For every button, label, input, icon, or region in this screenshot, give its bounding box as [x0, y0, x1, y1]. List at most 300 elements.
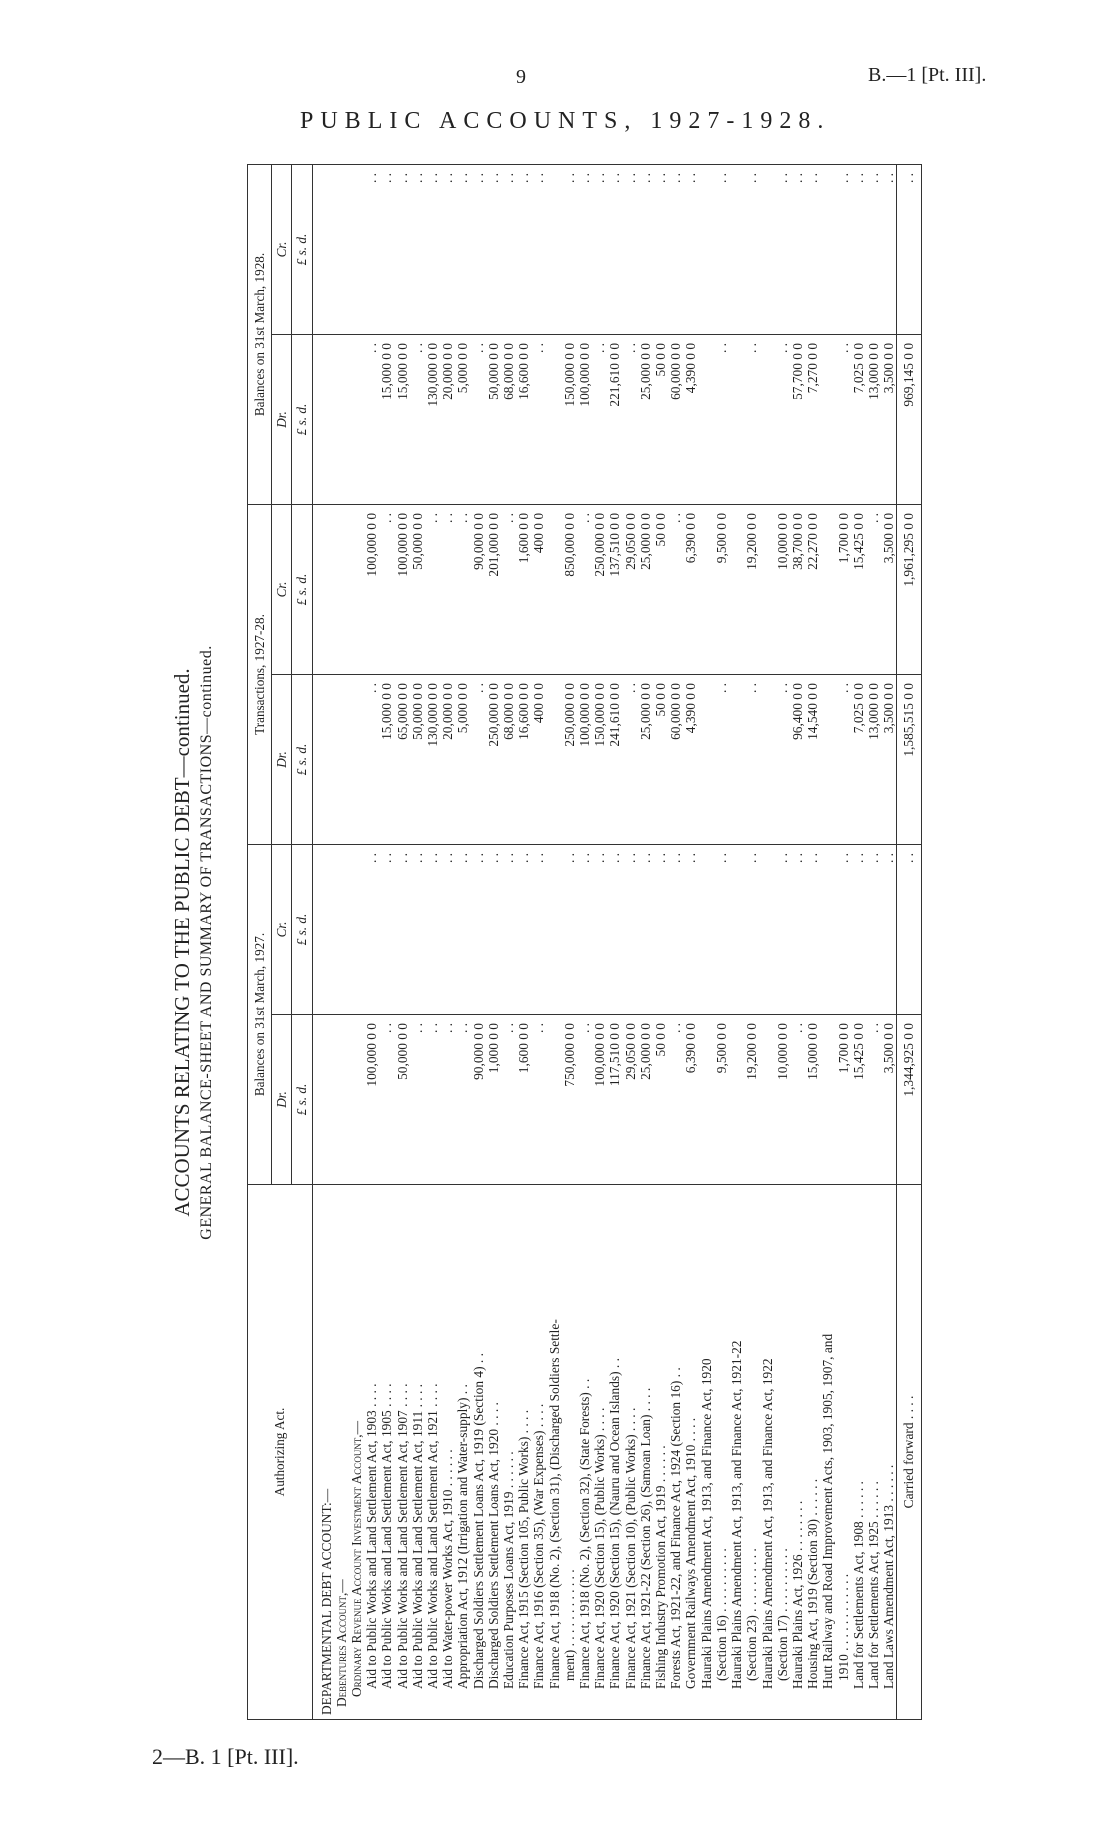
amount-cell [820, 675, 835, 845]
header-units: £ s. d. [292, 164, 312, 334]
amount-cell [820, 164, 835, 334]
table-row [729, 164, 744, 1719]
table-row [744, 164, 759, 1719]
amount-cell: . . [881, 845, 897, 1015]
authorizing-act-cell: Ordinary Revenue Account Investment Account,— [349, 1185, 364, 1720]
amount-cell: . . [623, 164, 638, 334]
amount-cell: 100,000 0 0 [577, 334, 592, 504]
page-number: 9 [516, 66, 526, 88]
amount-cell [312, 845, 334, 1015]
authorizing-act-cell: Aid to Public Works and Land Settlement Act, 1903 . . . . [364, 1185, 379, 1720]
amount-cell: . . [364, 164, 379, 334]
table-row [312, 164, 334, 1719]
amount-cell: 15,000 0 0 [379, 675, 394, 845]
amount-cell [349, 845, 364, 1015]
amount-cell: . . [653, 164, 668, 334]
authorizing-act-cell: Finance Act, 1918 (No. 2), (Section 31), (Discharged Soldiers Settle- [547, 1185, 562, 1720]
amount-cell: . . [486, 845, 501, 1015]
sheet-title: ACCOUNTS RELATING TO THE PUBLIC DEBT—continued. [170, 668, 194, 1217]
table-row [851, 164, 866, 1719]
table-row [547, 164, 562, 1719]
amount-cell: 50,000 0 0 [410, 675, 425, 845]
amount-cell [349, 164, 364, 334]
amount-cell: . . [638, 164, 653, 334]
amount-cell: . . [714, 334, 729, 504]
amount-cell: . . [410, 1015, 425, 1185]
table-row [805, 164, 820, 1719]
amount-cell: 13,000 0 0 [866, 675, 881, 845]
document-reference: B.—1 [Pt. III]. [868, 64, 987, 86]
table-row [668, 164, 683, 1719]
table-row [775, 164, 790, 1719]
amount-cell: 400 0 0 [531, 504, 546, 674]
amount-cell: 19,200 0 0 [744, 504, 759, 674]
total-trans-cr: 1,961,295 0 0 [897, 504, 921, 674]
amount-cell: 4,390 0 0 [683, 675, 698, 845]
authorizing-act-cell: Finance Act, 1915 (Section 105, Public Works) . . . . [516, 1185, 531, 1720]
total-b27-cr: . . [897, 845, 921, 1015]
amount-cell: . . [851, 845, 866, 1015]
amount-cell: 10,000 0 0 [775, 1015, 790, 1185]
table-row [410, 164, 425, 1719]
authorizing-act-cell: Housing Act, 1919 (Section 30) . . . . . . [805, 1185, 820, 1720]
amount-cell: . . [836, 334, 851, 504]
amount-cell: . . [577, 1015, 592, 1185]
table-row [820, 164, 835, 1719]
total-trans-dr: 1,585,515 0 0 [897, 675, 921, 845]
amount-cell: 15,000 0 0 [379, 334, 394, 504]
amount-cell: . . [668, 504, 683, 674]
amount-cell: . . [836, 845, 851, 1015]
amount-cell: 25,000 0 0 [638, 334, 653, 504]
amount-cell [729, 164, 744, 334]
amount-cell: . . [607, 164, 622, 334]
carried-forward-row [897, 164, 921, 1719]
header-dr: Dr. [272, 1015, 292, 1185]
table-row [501, 164, 516, 1719]
amount-cell: . . [440, 845, 455, 1015]
amount-cell: . . [683, 845, 698, 1015]
amount-cell: . . [486, 164, 501, 334]
amount-cell: . . [379, 504, 394, 674]
amount-cell: . . [395, 164, 410, 334]
authorizing-act-cell: Aid to Public Works and Land Settlement Act, 1907 . . . . [395, 1185, 410, 1720]
amount-cell: . . [562, 845, 577, 1015]
amount-cell [729, 334, 744, 504]
amount-cell: 4,390 0 0 [683, 334, 698, 504]
authorizing-act-cell: Discharged Soldiers Settlement Loans Act, 1920 . . . . [486, 1185, 501, 1720]
amount-cell: 400 0 0 [531, 675, 546, 845]
amount-cell: . . [379, 164, 394, 334]
amount-cell: . . [668, 164, 683, 334]
amount-cell: 65,000 0 0 [395, 675, 410, 845]
amount-cell: . . [592, 334, 607, 504]
amount-cell: 250,000 0 0 [592, 504, 607, 674]
amount-cell: 50 0 0 [653, 334, 668, 504]
amount-cell: 9,500 0 0 [714, 1015, 729, 1185]
amount-cell [699, 164, 714, 334]
authorizing-act-cell: Finance Act, 1916 (Section 35), (War Expenses) . . . . [531, 1185, 546, 1720]
amount-cell: . . [744, 675, 759, 845]
amount-cell: 50 0 0 [653, 504, 668, 674]
rotated-sheet [162, 165, 932, 1720]
authorizing-act-cell: Finance Act, 1920 (Section 15), (Public Works) . . . . [592, 1185, 607, 1720]
amount-cell: . . [638, 845, 653, 1015]
authorizing-act-cell: Hauraki Plains Amendment Act, 1913, and Finance Act, 1922 [760, 1185, 775, 1720]
amount-cell: 6,390 0 0 [683, 504, 698, 674]
header-dr: Dr. [272, 675, 292, 845]
amount-cell: 130,000 0 0 [425, 675, 440, 845]
amount-cell [760, 1015, 775, 1185]
amount-cell [547, 334, 562, 504]
amount-cell: . . [577, 845, 592, 1015]
amount-cell: 10,000 0 0 [775, 504, 790, 674]
amount-cell: . . [471, 164, 486, 334]
amount-cell: . . [501, 164, 516, 334]
amount-cell: 7,270 0 0 [805, 334, 820, 504]
authorizing-act-cell: Aid to Public Works and Land Settlement Act, 1921 . . . . [425, 1185, 440, 1720]
amount-cell: 130,000 0 0 [425, 334, 440, 504]
amount-cell [312, 504, 334, 674]
header-transactions: Transactions, 1927-28. [248, 504, 272, 844]
header-units: £ s. d. [292, 845, 312, 1015]
amount-cell [699, 334, 714, 504]
amount-cell [820, 504, 835, 674]
amount-cell: . . [410, 164, 425, 334]
amount-cell: 850,000 0 0 [562, 504, 577, 674]
amount-cell [547, 845, 562, 1015]
amount-cell [334, 1015, 349, 1185]
amount-cell: 16,600 0 0 [516, 675, 531, 845]
amount-cell: . . [516, 164, 531, 334]
table-row [395, 164, 410, 1719]
amount-cell: 250,000 0 0 [486, 675, 501, 845]
amount-cell: . . [623, 675, 638, 845]
amount-cell [349, 1015, 364, 1185]
amount-cell: 117,510 0 0 [607, 1015, 622, 1185]
amount-cell: . . [471, 675, 486, 845]
amount-cell: 250,000 0 0 [562, 675, 577, 845]
header-units: £ s. d. [292, 1015, 312, 1185]
total-b27-dr: 1,344,925 0 0 [897, 1015, 921, 1185]
amount-cell: . . [379, 845, 394, 1015]
amount-cell: . . [805, 164, 820, 334]
amount-cell [729, 675, 744, 845]
amount-cell: . . [455, 1015, 470, 1185]
amount-cell: . . [668, 845, 683, 1015]
amount-cell: . . [775, 164, 790, 334]
amount-cell [820, 845, 835, 1015]
running-title: PUBLIC ACCOUNTS, 1927-1928. [300, 108, 831, 134]
amount-cell: 16,600 0 0 [516, 334, 531, 504]
balance-sheet-table [247, 164, 922, 1720]
table-row [623, 164, 638, 1719]
amount-cell [312, 1015, 334, 1185]
amount-cell: . . [744, 164, 759, 334]
authorizing-act-cell: Forests Act, 1921-22, and Finance Act, 1924 (Section 16) . . [668, 1185, 683, 1720]
amount-cell: . . [501, 1015, 516, 1185]
amount-cell: 96,400 0 0 [790, 675, 805, 845]
amount-cell: 29,050 0 0 [623, 504, 638, 674]
authorizing-act-cell: Land for Settlements Act, 1925 . . . . . . [866, 1185, 881, 1720]
amount-cell: . . [501, 504, 516, 674]
authorizing-act-cell: (Section 23) . . . . . . . . . . [744, 1185, 759, 1720]
table-row [760, 164, 775, 1719]
table-row [349, 164, 364, 1719]
amount-cell: . . [836, 675, 851, 845]
amount-cell [760, 504, 775, 674]
amount-cell: 750,000 0 0 [562, 1015, 577, 1185]
header-cr: Cr. [272, 504, 292, 674]
amount-cell: . . [455, 845, 470, 1015]
amount-cell [547, 164, 562, 334]
table-row [364, 164, 379, 1719]
amount-cell: 100,000 0 0 [592, 1015, 607, 1185]
amount-cell [312, 675, 334, 845]
header-balances-1928: Balances on 31st March, 1928. [248, 164, 272, 504]
page-footer: 2—B. 1 [Pt. III]. [152, 1744, 299, 1769]
header-dr: Dr. [272, 334, 292, 504]
amount-cell [349, 504, 364, 674]
amount-cell [547, 1015, 562, 1185]
amount-cell: 15,000 0 0 [805, 1015, 820, 1185]
authorizing-act-cell: (Section 16) . . . . . . . . . . [714, 1185, 729, 1720]
authorizing-act-cell: Aid to Public Works and Land Settlement Act, 1911 . . . . [410, 1185, 425, 1720]
amount-cell: . . [425, 504, 440, 674]
amount-cell: 3,500 0 0 [881, 1015, 897, 1185]
amount-cell: . . [364, 675, 379, 845]
amount-cell: 150,000 0 0 [562, 334, 577, 504]
amount-cell: . . [623, 845, 638, 1015]
amount-cell [699, 1015, 714, 1185]
amount-cell: 7,025 0 0 [851, 675, 866, 845]
amount-cell [820, 1015, 835, 1185]
amount-cell [334, 164, 349, 334]
header-units: £ s. d. [292, 504, 312, 674]
authorizing-act-cell: Finance Act, 1918 (No. 2), (Section 32), (State Forests) . . [577, 1185, 592, 1720]
amount-cell: . . [562, 164, 577, 334]
authorizing-act-cell: Debentures Account,— [334, 1185, 349, 1720]
authorizing-act-cell: Discharged Soldiers Settlement Loans Act, 1919 (Section 4) . . [471, 1185, 486, 1720]
amount-cell: . . [653, 845, 668, 1015]
table-row [471, 164, 486, 1719]
amount-cell: 29,050 0 0 [623, 1015, 638, 1185]
amount-cell: 100,000 0 0 [364, 1015, 379, 1185]
amount-cell: . . [471, 845, 486, 1015]
authorizing-act-cell: Finance Act, 1920 (Section 15), (Nauru and Ocean Islands) . . [607, 1185, 622, 1720]
amount-cell: . . [531, 1015, 546, 1185]
amount-cell [349, 334, 364, 504]
amount-cell [334, 845, 349, 1015]
amount-cell [729, 1015, 744, 1185]
amount-cell [729, 504, 744, 674]
amount-cell: . . [866, 1015, 881, 1185]
amount-cell: . . [471, 334, 486, 504]
amount-cell: . . [607, 845, 622, 1015]
amount-cell: 25,000 0 0 [638, 675, 653, 845]
amount-cell: . . [425, 845, 440, 1015]
authorizing-act-cell: Aid to Public Works and Land Settlement Act, 1905 . . . . [379, 1185, 394, 1720]
amount-cell: . . [501, 845, 516, 1015]
amount-cell: 7,025 0 0 [851, 334, 866, 504]
amount-cell: 1,700 0 0 [836, 1015, 851, 1185]
amount-cell: . . [623, 334, 638, 504]
amount-cell: 20,000 0 0 [440, 675, 455, 845]
amount-cell: . . [714, 164, 729, 334]
table-row [425, 164, 440, 1719]
amount-cell [312, 164, 334, 334]
amount-cell: . . [516, 845, 531, 1015]
amount-cell: . . [714, 675, 729, 845]
authorizing-act-cell: Fishing Industry Promotion Act, 1919 . . . . . . [653, 1185, 668, 1720]
amount-cell: 150,000 0 0 [592, 675, 607, 845]
authorizing-act-cell: Finance Act, 1921 (Section 10), (Public Works) . . . . [623, 1185, 638, 1720]
amount-cell [760, 675, 775, 845]
header-balances-1927: Balances on 31st March, 1927. [248, 845, 272, 1185]
amount-cell: . . [744, 845, 759, 1015]
amount-cell: 1,700 0 0 [836, 504, 851, 674]
table-row [577, 164, 592, 1719]
amount-cell: 100,000 0 0 [364, 504, 379, 674]
amount-cell: . . [851, 164, 866, 334]
amount-cell: 100,000 0 0 [395, 504, 410, 674]
amount-cell: . . [455, 164, 470, 334]
authorizing-act-cell: Hauraki Plains Amendment Act, 1913, and Finance Act, 1921-22 [729, 1185, 744, 1720]
amount-cell [349, 675, 364, 845]
header-authorizing-act: Authorizing Act. [248, 1185, 313, 1720]
amount-cell: 221,610 0 0 [607, 334, 622, 504]
amount-cell: . . [836, 164, 851, 334]
table-row [866, 164, 881, 1719]
amount-cell [729, 845, 744, 1015]
amount-cell: 100,000 0 0 [577, 675, 592, 845]
amount-cell: . . [775, 845, 790, 1015]
amount-cell: 14,540 0 0 [805, 675, 820, 845]
authorizing-act-cell: Finance Act, 1921-22 (Section 26), (Samoan Loan) . . . . [638, 1185, 653, 1720]
amount-cell: . . [866, 164, 881, 334]
table-row [607, 164, 622, 1719]
header-units: £ s. d. [292, 675, 312, 845]
amount-cell: . . [364, 334, 379, 504]
authorizing-act-cell: (Section 17) . . . . . . . . . . [775, 1185, 790, 1720]
amount-cell [547, 675, 562, 845]
amount-cell [312, 334, 334, 504]
amount-cell: . . [395, 845, 410, 1015]
authorizing-act-cell: Government Railways Amendment Act, 1910 . . . . [683, 1185, 698, 1720]
table-row [881, 164, 897, 1719]
sheet-subtitle: GENERAL BALANCE-SHEET AND SUMMARY OF TRANSACTIONS—continued. [198, 645, 215, 1240]
amount-cell: 50,000 0 0 [395, 1015, 410, 1185]
amount-cell: . . [425, 1015, 440, 1185]
amount-cell: 19,200 0 0 [744, 1015, 759, 1185]
amount-cell: . . [440, 504, 455, 674]
amount-cell: . . [714, 845, 729, 1015]
amount-cell [760, 334, 775, 504]
amount-cell [547, 504, 562, 674]
amount-cell: 13,000 0 0 [866, 334, 881, 504]
table-row [516, 164, 531, 1719]
amount-cell [760, 164, 775, 334]
amount-cell: . . [577, 164, 592, 334]
amount-cell [334, 675, 349, 845]
amount-cell: . . [455, 504, 470, 674]
amount-cell [699, 845, 714, 1015]
amount-cell: . . [364, 845, 379, 1015]
amount-cell: 90,000 0 0 [471, 1015, 486, 1185]
amount-cell: . . [410, 845, 425, 1015]
amount-cell: 201,000 0 0 [486, 504, 501, 674]
authorizing-act-cell: Appropriation Act, 1912 (Irrigation and Water-supply) . . [455, 1185, 470, 1720]
amount-cell: . . [531, 334, 546, 504]
amount-cell: . . [790, 1015, 805, 1185]
amount-cell: 68,000 0 0 [501, 675, 516, 845]
amount-cell: 241,610 0 0 [607, 675, 622, 845]
table-row [455, 164, 470, 1719]
amount-cell: 22,270 0 0 [805, 504, 820, 674]
amount-cell: 3,500 0 0 [881, 504, 897, 674]
amount-cell [820, 334, 835, 504]
amount-cell: 57,700 0 0 [790, 334, 805, 504]
table-row [683, 164, 698, 1719]
amount-cell: 25,000 0 0 [638, 504, 653, 674]
table-row [714, 164, 729, 1719]
amount-cell: 50 0 0 [653, 1015, 668, 1185]
amount-cell: . . [866, 845, 881, 1015]
amount-cell: 1,000 0 0 [486, 1015, 501, 1185]
amount-cell: 15,000 0 0 [395, 334, 410, 504]
amount-cell: 5,000 0 0 [455, 675, 470, 845]
amount-cell [334, 504, 349, 674]
amount-cell: . . [531, 164, 546, 334]
amount-cell: . . [668, 1015, 683, 1185]
amount-cell: 15,425 0 0 [851, 1015, 866, 1185]
header-cr: Cr. [272, 845, 292, 1015]
amount-cell [334, 334, 349, 504]
table-body [312, 164, 897, 1719]
carried-forward-label: Carried forward . . . . [897, 1185, 921, 1720]
header-units: £ s. d. [292, 334, 312, 504]
amount-cell: 68,000 0 0 [501, 334, 516, 504]
table-row [440, 164, 455, 1719]
table-row [790, 164, 805, 1719]
amount-cell: 38,700 0 0 [790, 504, 805, 674]
authorizing-act-cell: 1910 . . . . . . . . . . . . [836, 1185, 851, 1720]
table-row [653, 164, 668, 1719]
table-row [836, 164, 851, 1719]
amount-cell: 50,000 0 0 [486, 334, 501, 504]
amount-cell: 137,510 0 0 [607, 504, 622, 674]
amount-cell: . . [775, 334, 790, 504]
amount-cell: . . [592, 845, 607, 1015]
amount-cell: . . [425, 164, 440, 334]
amount-cell: 50 0 0 [653, 675, 668, 845]
table-row [592, 164, 607, 1719]
table-row [531, 164, 546, 1719]
authorizing-act-cell: DEPARTMENTAL DEBT ACCOUNT:— [312, 1185, 334, 1720]
amount-cell: . . [683, 164, 698, 334]
authorizing-act-cell: ment) . . . . . . . . . . . . [562, 1185, 577, 1720]
amount-cell: 1,600 0 0 [516, 1015, 531, 1185]
table-row [486, 164, 501, 1719]
amount-cell: . . [440, 164, 455, 334]
amount-cell: . . [531, 845, 546, 1015]
amount-cell: 50,000 0 0 [410, 504, 425, 674]
amount-cell: 9,500 0 0 [714, 504, 729, 674]
amount-cell: . . [775, 675, 790, 845]
amount-cell: 25,000 0 0 [638, 1015, 653, 1185]
amount-cell: 3,500 0 0 [881, 334, 897, 504]
total-b28-dr: 969,145 0 0 [897, 334, 921, 504]
